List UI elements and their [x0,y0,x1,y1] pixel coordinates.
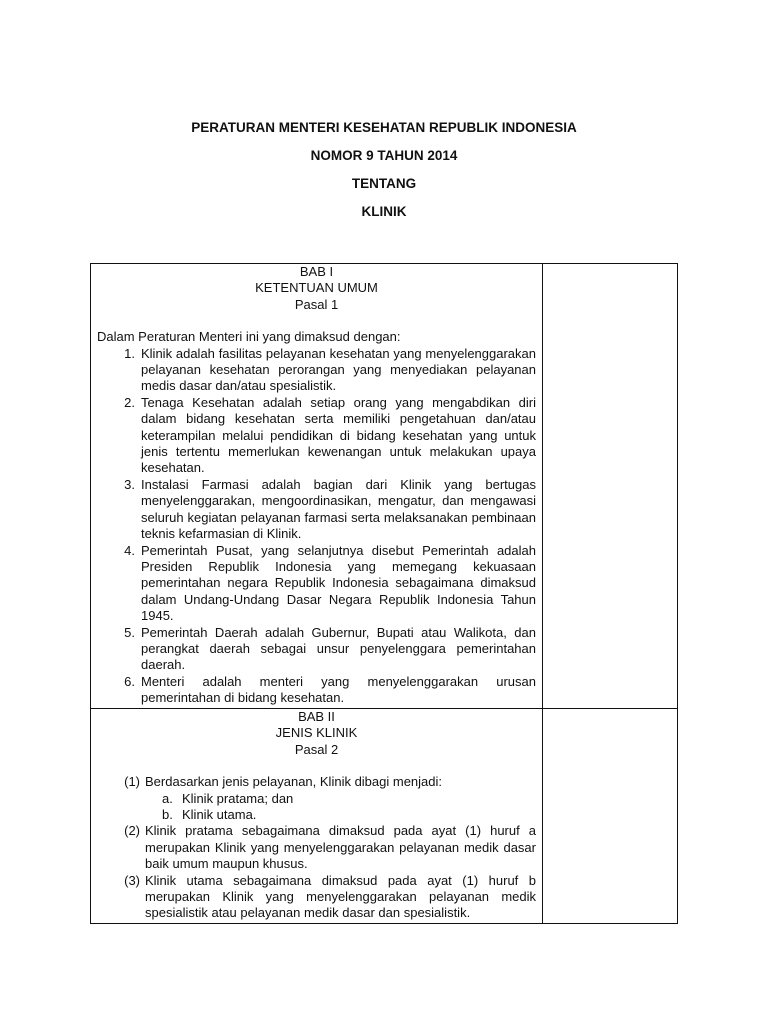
pasal1-heading: Pasal 1 [294,296,339,312]
bab2-notes-cell [543,709,678,924]
bab1-content-cell [91,264,543,709]
definition-item [97,477,536,543]
bab2-title: JENIS KLINIK [275,725,358,741]
definition-item [97,543,536,625]
item-number: 5. [124,624,135,640]
item-number: 1. [124,345,135,361]
item-text: Klinik adalah fasilitas pelayanan kesehatan yang menyelenggarakan pelayanan kesehatan perorangan yang menyediakan pelayanan medis dasar dan/atau spesialistik. [141,345,536,394]
ayat-text: Klinik utama sebagaimana dimaksud pada ayat (1) huruf b merupakan Klinik yang menyelenggarakan pelayanan medik spesialistik atau pelayanan medik dasar dan spesialistik. [145,872,536,921]
definition-item [97,674,536,707]
bab2-content-cell [91,709,543,924]
bab1-title: KETENTUAN UMUM [255,280,378,296]
sub-item-text: Klinik pratama; dan [182,790,294,806]
ayat-number: (3) [124,872,140,888]
bab2-row [91,709,678,924]
item-number: 4. [124,542,135,558]
item-text: Instalasi Farmasi adalah bagian dari Klinik yang bertugas menyelenggarakan, mengoordinasikan, mengatur, dan mengawasi seluruh kegiatan pelayanan farmasi serta melaksanakan pembinaan teknis kefarmasian di Klinik. [141,476,536,542]
document-number: NOMOR 9 TAHUN 2014 [310,148,458,163]
item-number: 6. [124,673,135,689]
sub-item-letter: a. [162,790,173,806]
bab1-notes-cell [543,264,678,709]
ayat-number: (1) [124,774,140,790]
ayat-number: (2) [124,823,140,839]
ayat-text: Berdasarkan jenis pelayanan, Klinik dibagi menjadi: [145,774,443,790]
pasal1-intro: Dalam Peraturan Menteri ini yang dimaksud dengan: [97,329,401,345]
item-text: Pemerintah Pusat, yang selanjutnya disebut Pemerintah adalah Presiden Republik Indonesia yang memegang kekuasaan pemerintahan negara Republik Indonesia sebagaimana dimaksud dalam Undang-Undang Dasar Negara Republik Indonesia Tahun 1945. [141,542,536,624]
bab1-heading: BAB I [299,264,334,279]
ayat-item [97,774,536,790]
sub-item-text: Klinik utama. [182,807,257,823]
bab1-row [91,264,678,709]
document-title: PERATURAN MENTERI KESEHATAN REPUBLIK INDONESIA [191,120,577,135]
document-tentang: TENTANG [351,176,417,191]
item-number: 2. [124,394,135,410]
definition-item [97,625,536,674]
definition-item [97,346,536,395]
ayat-item [97,873,536,922]
item-text: Menteri adalah menteri yang menyelenggarakan urusan pemerintahan di bidang kesehatan. [141,673,536,706]
regulation-table [90,263,678,924]
item-text: Tenaga Kesehatan adalah setiap orang yang mengabdikan diri dalam bidang kesehatan serta memiliki pengetahuan dan/atau keterampilan melalui pendidikan di bidang kesehatan yang untuk jenis tertentu memerlukan kewenangan untuk melakukan upaya kesehatan. [141,394,536,476]
item-text: Pemerintah Daerah adalah Gubernur, Bupati atau Walikota, dan perangkat daerah sebagai unsur penyelenggara pemerintahan daerah. [141,624,536,673]
item-number: 3. [124,476,135,492]
pasal2-heading: Pasal 2 [294,741,339,757]
sub-item [97,791,536,807]
ayat-item [97,823,536,872]
definition-item [97,395,536,477]
document-subject: KLINIK [361,204,407,219]
sub-item [97,807,536,823]
sub-item-letter: b. [162,807,173,823]
ayat-text: Klinik pratama sebagaimana dimaksud pada ayat (1) huruf a merupakan Klinik yang menyelenggarakan pelayanan medik dasar baik umum maupun khusus. [145,823,536,872]
bab2-heading: BAB II [298,709,335,724]
